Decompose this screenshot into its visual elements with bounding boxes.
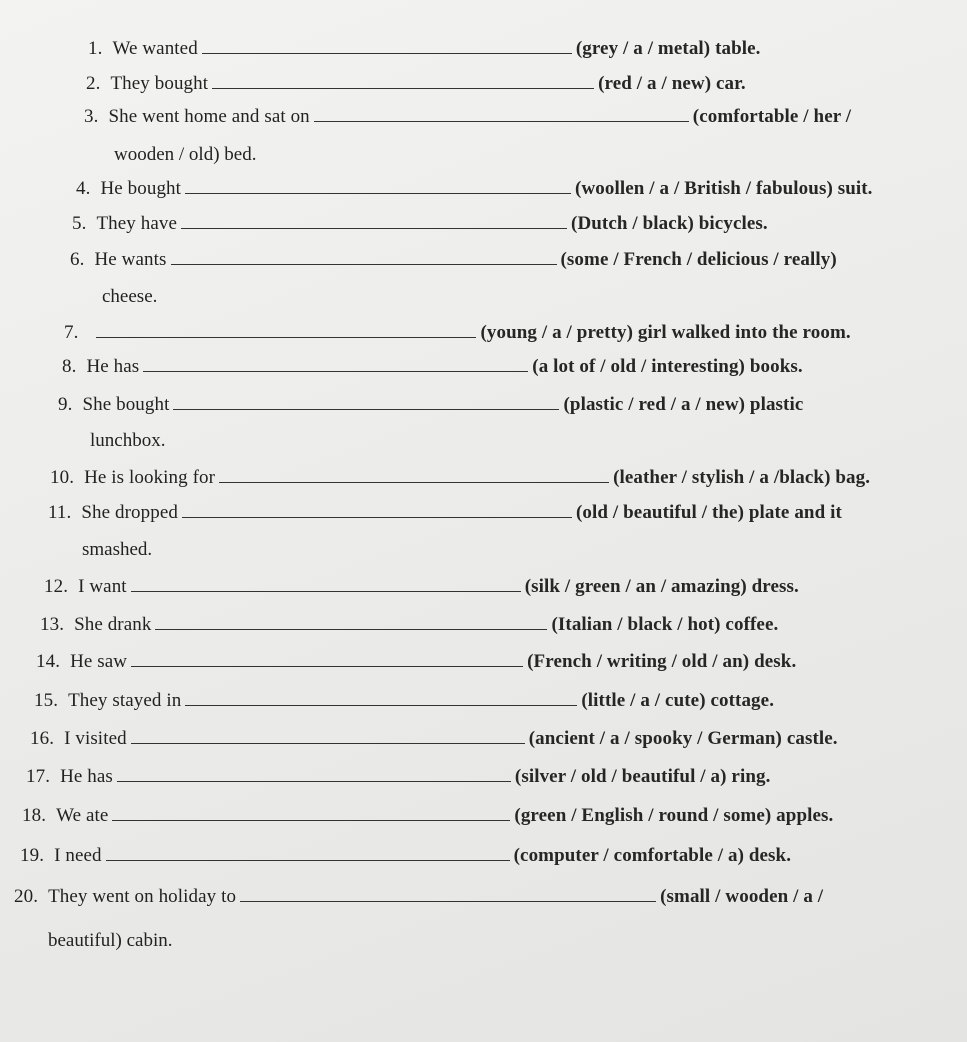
item-hint: (little / a / cute) cottage. [581, 690, 775, 711]
answer-blank[interactable] [212, 76, 594, 89]
item-sentence-start: She bought [82, 394, 170, 415]
answer-blank[interactable] [112, 808, 510, 821]
item-number: 17. [26, 766, 51, 787]
item-number: 19. [20, 845, 45, 866]
item-continuation: lunchbox. [90, 430, 166, 451]
item-sentence-start: We ate [56, 805, 109, 826]
exercise-item [72, 213, 768, 235]
item-number: 11. [48, 502, 72, 523]
answer-blank[interactable] [173, 397, 559, 410]
exercise-item [22, 805, 833, 827]
item-hint: (grey / a / metal) table. [575, 38, 761, 59]
item-hint: (computer / comfortable / a) desk. [513, 845, 792, 866]
answer-blank[interactable] [202, 41, 572, 54]
item-sentence-start: I need [54, 845, 102, 866]
exercise-item [88, 38, 761, 60]
exercise-item [26, 766, 770, 788]
item-continuation: smashed. [82, 539, 153, 560]
item-continuation: wooden / old) bed. [114, 144, 257, 165]
item-sentence-start: They went on holiday to [48, 886, 237, 907]
answer-blank[interactable] [106, 848, 510, 861]
item-hint: (green / English / round / some) apples. [514, 805, 834, 826]
item-sentence-start: He has [60, 766, 113, 787]
item-hint: (young / a / pretty) girl walked into the room. [480, 322, 851, 343]
item-hint: (small / wooden / a / [660, 886, 824, 907]
item-hint: (silk / green / an / amazing) dress. [524, 576, 799, 597]
exercise-item [36, 651, 796, 673]
exercise-item [20, 845, 791, 867]
exercise-item [14, 886, 823, 908]
answer-blank[interactable] [171, 252, 557, 265]
item-hint: (a lot of / old / interesting) books. [532, 356, 803, 377]
answer-blank[interactable] [96, 325, 476, 338]
item-number: 6. [70, 249, 85, 270]
item-number: 20. [14, 886, 39, 907]
item-continuation: cheese. [102, 286, 158, 307]
answer-blank[interactable] [155, 617, 547, 630]
item-sentence-start: He has [86, 356, 140, 377]
answer-blank[interactable] [143, 359, 528, 372]
item-hint: (comfortable / her / [692, 106, 852, 127]
item-number: 2. [86, 73, 101, 94]
exercise-item [44, 576, 799, 598]
item-number: 8. [62, 356, 77, 377]
item-hint: (plastic / red / a / new) plastic [563, 394, 804, 415]
item-number: 9. [58, 394, 73, 415]
item-sentence-start: They bought [110, 73, 209, 94]
exercise-item [64, 322, 851, 344]
item-number: 1. [88, 38, 103, 59]
item-number: 14. [36, 651, 61, 672]
answer-blank[interactable] [181, 216, 567, 229]
answer-blank[interactable] [131, 731, 525, 744]
item-hint: (silver / old / beautiful / a) ring. [514, 766, 771, 787]
exercise-item [48, 502, 842, 524]
exercise-item [34, 690, 774, 712]
exercise-item [84, 106, 851, 128]
item-number: 3. [84, 106, 99, 127]
item-number: 7. [64, 322, 79, 343]
item-sentence-start: I want [78, 576, 127, 597]
item-continuation: beautiful) cabin. [48, 930, 173, 951]
item-sentence-start: He is looking for [84, 467, 216, 488]
item-sentence-start: We wanted [112, 38, 198, 59]
item-sentence-start: She went home and sat on [108, 106, 310, 127]
exercise-item [40, 614, 778, 636]
item-hint: (Dutch / black) bicycles. [571, 213, 768, 234]
item-hint: (some / French / delicious / really) [560, 249, 837, 270]
item-sentence-start: They stayed in [68, 690, 182, 711]
item-number: 16. [30, 728, 55, 749]
item-number: 4. [76, 178, 91, 199]
item-number: 18. [22, 805, 47, 826]
item-hint: (French / writing / old / an) desk. [527, 651, 797, 672]
item-hint: (old / beautiful / the) plate and it [575, 502, 842, 523]
answer-blank[interactable] [219, 470, 609, 483]
item-number: 12. [44, 576, 69, 597]
answer-blank[interactable] [240, 889, 656, 902]
item-sentence-start: I visited [64, 728, 127, 749]
exercise-item [76, 178, 873, 200]
item-number: 10. [50, 467, 75, 488]
item-hint: (ancient / a / spooky / German) castle. [528, 728, 838, 749]
exercise-item [58, 394, 803, 416]
exercise-item [86, 73, 746, 95]
answer-blank[interactable] [131, 579, 521, 592]
item-hint: (woollen / a / British / fabulous) suit. [575, 178, 873, 199]
answer-blank[interactable] [314, 109, 689, 122]
item-sentence-start: He saw [70, 651, 128, 672]
answer-blank[interactable] [182, 505, 572, 518]
item-number: 5. [72, 213, 87, 234]
exercise-item [30, 728, 838, 750]
item-sentence-start: He wants [94, 249, 167, 270]
item-sentence-start: She dropped [81, 502, 178, 523]
item-number: 13. [40, 614, 65, 635]
exercise-item [70, 249, 837, 271]
answer-blank[interactable] [185, 181, 571, 194]
item-hint: (red / a / new) car. [598, 73, 746, 94]
exercise-item [62, 356, 803, 378]
answer-blank[interactable] [185, 693, 577, 706]
item-sentence-start: They have [96, 213, 178, 234]
item-sentence-start: She drank [74, 614, 152, 635]
item-hint: (leather / stylish / a /black) bag. [613, 467, 871, 488]
item-number: 15. [34, 690, 59, 711]
exercise-item [50, 467, 870, 489]
answer-blank[interactable] [131, 654, 523, 667]
item-hint: (Italian / black / hot) coffee. [551, 614, 779, 635]
item-sentence-start: He bought [100, 178, 182, 199]
answer-blank[interactable] [117, 769, 511, 782]
